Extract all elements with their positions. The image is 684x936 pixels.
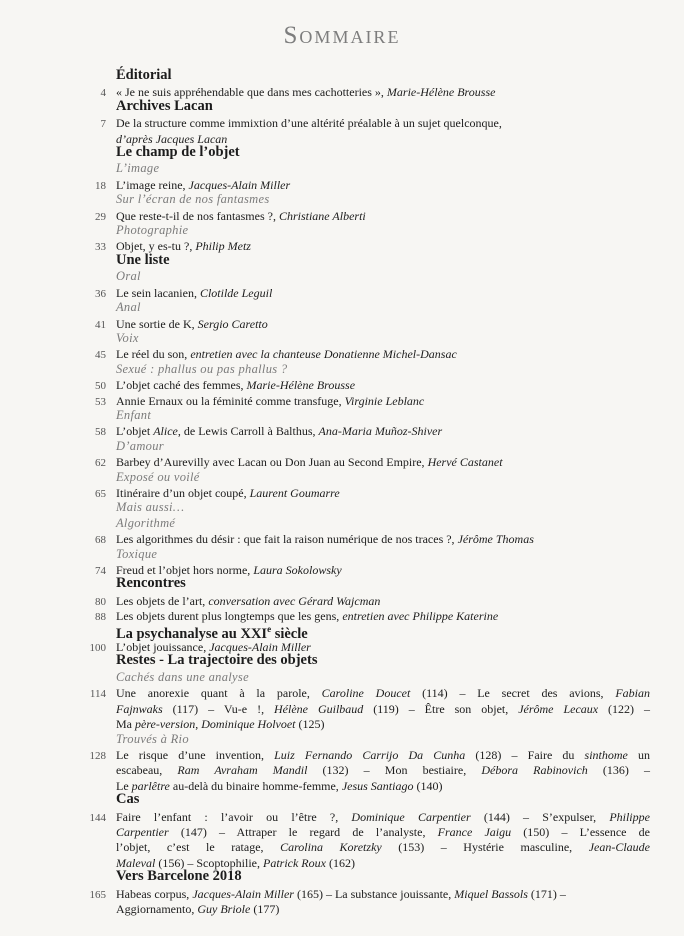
page-number: 65: [95, 488, 106, 500]
italic-text: Luiz Fernando Carrijo Da Cunha: [274, 747, 466, 762]
entry-text: [116, 98, 650, 115]
entry-text: [116, 594, 650, 609]
text: Le risque d’une invention,: [116, 747, 275, 762]
text: (153) – Hystérie masculine,: [381, 840, 589, 855]
text: ,: [195, 717, 202, 732]
toc-entry-continuation: [0, 825, 684, 841]
subsection-heading: [0, 224, 684, 240]
text: Ma: [116, 717, 135, 732]
entry-text: [116, 408, 650, 423]
italic-text: Fabian: [615, 686, 651, 701]
subsection-heading: [0, 193, 684, 209]
entry-text: [116, 748, 650, 763]
toc-entry: [0, 378, 684, 394]
text: « Je ne suis appréhendable que dans mes cachotteries »,: [116, 85, 387, 100]
entry-text: [116, 470, 650, 485]
section-heading: [0, 97, 684, 117]
subsection-heading: [0, 301, 684, 317]
text: (162): [325, 855, 355, 870]
text: Objet, y es-tu ?,: [116, 239, 196, 254]
text: L’objet jouissance,: [116, 640, 210, 655]
italic-text: Miquel Bassols: [454, 886, 528, 901]
italic-text: Carolina Koretzky: [280, 840, 382, 855]
entry-text: [116, 252, 650, 269]
text: Anal: [116, 300, 141, 315]
entry-text: [116, 840, 650, 855]
text: L’objet caché des femmes,: [116, 378, 247, 393]
italic-text: Philippe: [609, 809, 650, 824]
entry-text: [116, 269, 650, 284]
text: Rencontres: [116, 575, 186, 592]
page-number: 36: [95, 287, 106, 300]
text: Vers Barcelone 2018: [116, 868, 242, 885]
text: (136) –: [587, 763, 651, 778]
entry-text: [116, 378, 650, 393]
italic-text: Christiane Alberti: [278, 208, 366, 223]
text: Trouvés à Rio: [116, 731, 189, 746]
text: Enfant: [116, 407, 152, 422]
text: Freud et l’objet hors norme,: [116, 563, 254, 578]
entry-text: [116, 791, 650, 808]
entry-text: [116, 192, 650, 207]
entry-text: [116, 732, 650, 747]
text: D’amour: [116, 438, 164, 453]
section-heading: [0, 791, 684, 810]
text: Le réel du son,: [116, 347, 191, 362]
section-heading: [0, 868, 684, 887]
italic-text: Hélène Guilbaud: [274, 701, 364, 716]
text: Annie Ernaux ou la féminité comme transfuge,: [116, 393, 345, 408]
italic-text: Jacques-Alain Miller: [209, 640, 311, 655]
page-number: 88: [95, 611, 106, 624]
italic-text: d’après Jacques Lacan: [116, 131, 228, 146]
italic-text: Ram Avraham Mandil: [177, 763, 308, 778]
text: L’image: [116, 161, 160, 176]
text: (125): [295, 717, 325, 732]
page-number: 144: [89, 811, 106, 824]
entry-text: [116, 455, 650, 470]
italic-text: Jacques-Alain Miller: [188, 177, 291, 192]
subsection-heading: [0, 733, 684, 749]
entry-text: [116, 717, 650, 732]
page-number: 41: [95, 318, 106, 331]
subsection-heading: [0, 162, 684, 178]
page-number: 7: [100, 118, 106, 131]
entry-text: [116, 439, 650, 454]
text: Le: [116, 778, 132, 793]
italic-text: Virginie Leblanc: [344, 393, 425, 408]
text: Voix: [116, 330, 139, 345]
text: Éditorial: [116, 67, 172, 83]
text: (119) – Être son objet,: [363, 701, 519, 716]
italic-text: Fajnwaks: [116, 701, 163, 716]
text: (144) – S’expulser,: [470, 809, 610, 824]
text: l’objet, c’est le ratage,: [116, 840, 281, 855]
text: Itinéraire d’un objet coupé,: [116, 486, 250, 500]
entry-text: [116, 810, 650, 825]
text: Photographie: [116, 223, 189, 238]
page-number: 18: [95, 179, 106, 192]
subsection-heading: [0, 270, 684, 286]
italic-text: Caroline Doucet: [321, 686, 411, 701]
italic-text: Débora Rabinovich: [481, 763, 588, 778]
text: (147) – Attraper le regard de l’analyste,: [168, 824, 438, 839]
page-number: 45: [95, 349, 106, 362]
subsection-heading: [0, 671, 684, 687]
subsection-heading: [0, 440, 684, 456]
text: (165) – La substance jouissante,: [293, 886, 455, 901]
text: Faire l’enfant : l’avoir ou l’être ?,: [116, 809, 352, 824]
entry-text: [116, 424, 650, 439]
entry-text: [116, 868, 650, 885]
entry-text: [116, 902, 650, 917]
italic-text: Philip Metz: [195, 239, 251, 254]
text: (128) – Faire du: [465, 747, 585, 762]
page-number: 100: [89, 642, 106, 655]
page-number: 62: [95, 457, 106, 470]
entry-text: [116, 317, 650, 332]
toc-entry: [0, 594, 684, 610]
text: (177): [250, 902, 280, 916]
text: Une anorexie quant à la parole,: [116, 686, 322, 701]
text: escabeau,: [116, 763, 178, 778]
text: L’objet: [116, 424, 154, 439]
section-heading: [0, 67, 684, 86]
page-number: 68: [95, 534, 106, 547]
text: L’image reine,: [116, 177, 189, 192]
entry-text: [116, 161, 650, 176]
subsection-heading: [0, 548, 684, 564]
text: Le champ de l’objet: [116, 144, 240, 161]
entry-text: [116, 547, 650, 562]
text: (171) –: [527, 886, 566, 901]
entry-text: [116, 702, 650, 717]
text: Les algorithmes du désir : que fait la raison numérique de nos traces ?,: [116, 532, 458, 547]
text: Archives Lacan: [116, 97, 213, 114]
page-number: 74: [95, 565, 106, 578]
italic-text: Maleval: [116, 855, 156, 870]
text: Sexué : phallus ou pas phallus ?: [116, 361, 288, 376]
text: Toxique: [116, 546, 158, 561]
text: Que reste-t-il de nos fantasmes ?,: [116, 208, 279, 223]
text: Une sortie de K,: [116, 316, 198, 331]
page-title: Sommaire: [283, 22, 401, 49]
entry-text: [116, 347, 650, 362]
text: Algorithmé: [116, 515, 176, 530]
italic-text: Jacques-Alain Miller: [192, 886, 294, 901]
page-number: 58: [95, 426, 106, 439]
text: au-delà du binaire homme-femme,: [169, 778, 342, 793]
entry-text: [116, 116, 650, 131]
italic-text: Carpentier: [116, 824, 169, 839]
text: (117) – Vu-e !,: [162, 701, 275, 716]
subsection-heading: [0, 332, 684, 348]
italic-text: Laurent Goumarre: [249, 486, 340, 500]
text: , de Lewis Carroll à Balthus,: [177, 424, 319, 439]
subsection-heading: [0, 517, 684, 533]
text: Cas: [116, 791, 140, 808]
page-number: 53: [95, 395, 106, 408]
entry-text: [116, 300, 650, 315]
text: (140): [413, 778, 443, 793]
italic-text: Marie-Hélène Brousse: [246, 378, 356, 393]
entry-text: [116, 286, 650, 301]
italic-text: Jérôme Thomas: [457, 532, 534, 547]
italic-text: père-version: [135, 717, 196, 732]
page-number: 29: [95, 210, 106, 223]
italic-text: entretien avec la chanteuse Donatienne Michel-Dansac: [190, 347, 457, 362]
italic-text: Jean-Claude: [588, 840, 650, 855]
entry-text: [116, 887, 650, 902]
entry-text: [116, 209, 650, 224]
italic-text: Marie-Hélène Brousse: [386, 85, 496, 100]
italic-text: Dominique Holvoet: [201, 717, 296, 732]
page-number: 165: [89, 888, 106, 901]
entry-text: [116, 394, 650, 409]
text: Les objets de l’art,: [116, 593, 209, 608]
text: Barbey d’Aurevilly avec Lacan ou Don Juan au Second Empire,: [116, 455, 428, 470]
text: un: [627, 747, 651, 762]
italic-text: conversation avec Gérard Wajcman: [208, 593, 381, 608]
entry-text: [116, 763, 650, 778]
entry-text: [116, 178, 650, 193]
text: Les objets durent plus longtemps que les gens,: [116, 609, 343, 624]
entry-text: [116, 516, 650, 531]
toc-entry-continuation: [0, 763, 684, 779]
text: Le sein lacanien,: [116, 285, 200, 300]
text: Oral: [116, 269, 141, 284]
text: La psychanalyse au XXIe siècle: [116, 624, 308, 643]
text: (132) – Mon bestiaire,: [307, 763, 482, 778]
section-heading: [0, 625, 684, 641]
italic-text: Clotilde Leguil: [199, 285, 273, 300]
italic-text: Laura Sokolowsky: [253, 563, 342, 578]
subsection-heading: [0, 363, 684, 379]
italic-text: Ana-Maria Muñoz-Shiver: [318, 424, 443, 439]
toc-entry: [0, 748, 684, 764]
text: (122) –: [598, 701, 651, 716]
toc-entry-continuation: [0, 702, 684, 718]
text: (114) – Le secret des avions,: [410, 686, 616, 701]
page-number: 4: [100, 87, 106, 100]
page-number: 80: [95, 595, 106, 608]
toc-entry: [0, 810, 684, 826]
entry-text: [116, 331, 650, 346]
text: (156) – Scoptophilie,: [155, 855, 263, 870]
text: Restes - La trajectoire des objets: [116, 652, 318, 669]
italic-text: parlêtre: [131, 778, 170, 793]
entry-text: [116, 144, 650, 161]
text: Exposé ou voilé: [116, 469, 200, 484]
toc-entry-continuation: [0, 902, 684, 918]
entry-text: [116, 486, 650, 501]
entry-text: [116, 500, 650, 515]
subsection-heading: [0, 409, 684, 425]
italic-text: Jérôme Lecaux: [518, 701, 599, 716]
page-number: 128: [89, 749, 106, 762]
italic-text: France Jaigu: [437, 824, 512, 839]
text: Aggiornamento,: [116, 902, 198, 916]
page-number: 114: [89, 688, 106, 701]
italic-text: Hervé Castanet: [427, 455, 503, 470]
italic-text: Patrick Roux: [262, 855, 326, 870]
italic-text: Alice: [153, 424, 178, 439]
italic-text: Jesus Santiago: [341, 778, 414, 793]
text: Une liste: [116, 251, 170, 268]
text: Habeas corpus,: [116, 886, 193, 901]
italic-text: Sergio Caretto: [197, 316, 268, 331]
italic-text: entretien avec Philippe Katerine: [342, 609, 499, 624]
text: De la structure comme immixtion d’une altérité préalable à un sujet quelconque,: [116, 116, 502, 131]
section-heading: [0, 575, 684, 594]
entry-text: [116, 652, 650, 669]
page-number: 33: [95, 241, 106, 254]
text: (150) – L’essence de: [511, 824, 650, 839]
entry-text: [116, 532, 650, 547]
italic-text: sinthome: [584, 747, 628, 762]
page-number: 50: [95, 380, 106, 393]
toc-entry: [0, 686, 684, 702]
entry-text: [116, 575, 650, 592]
subsection-heading: [0, 471, 684, 487]
text: Mais aussi…: [116, 500, 185, 515]
text: Sur l’écran de nos fantasmes: [116, 192, 270, 207]
italic-text: Dominique Carpentier: [351, 809, 471, 824]
entry-text: [116, 223, 650, 238]
text: Cachés dans une analyse: [116, 669, 249, 684]
italic-text: Guy Briole: [197, 902, 251, 916]
toc-entry: [0, 887, 684, 903]
entry-text: [116, 825, 650, 840]
entry-text: [116, 362, 650, 377]
toc-entry-continuation: [0, 840, 684, 856]
entry-text: [116, 670, 650, 685]
toc-entry: [0, 116, 684, 132]
entry-text: [116, 686, 650, 701]
entry-text: [116, 67, 650, 84]
